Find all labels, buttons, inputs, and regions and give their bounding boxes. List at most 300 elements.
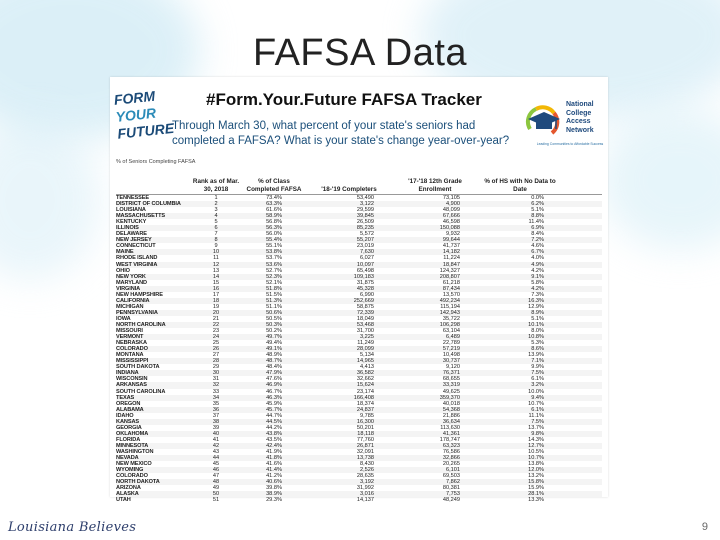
table-cell: 87,434 <box>442 285 460 292</box>
table-cell: 53.6% <box>266 261 282 268</box>
table-cell: 13.7% <box>528 424 544 431</box>
table-cell: 47.6% <box>266 376 282 383</box>
column-header: % of Class Completed FAFSA <box>246 178 302 193</box>
table-cell: MAINE <box>116 249 134 256</box>
table-cell: 31,992 <box>356 485 374 492</box>
table-cell: 16,300 <box>356 418 374 425</box>
table-cell: LOUISIANA <box>116 207 146 214</box>
table-cell: 63,104 <box>442 328 460 335</box>
table-cell: 44.5% <box>266 418 282 425</box>
table-cell: IDAHO <box>116 412 134 419</box>
table-cell: 7.3% <box>531 291 544 298</box>
table-cell: 0.0% <box>531 195 544 201</box>
table-cell: 63,323 <box>442 442 460 449</box>
table-cell: NORTH DAKOTA <box>116 479 160 486</box>
table-cell: 26 <box>212 346 220 353</box>
column-header: % of HS with No Data to Date <box>484 178 556 193</box>
table-cell: 67,666 <box>442 213 460 220</box>
table-cell: 44.7% <box>266 412 282 419</box>
table-cell: MARYLAND <box>116 279 147 286</box>
table-cell: 46.7% <box>266 388 282 395</box>
logo-word: FORM <box>113 87 156 108</box>
table-cell: 41.4% <box>266 467 282 474</box>
table-cell: 43.8% <box>266 430 282 437</box>
table-cell: 4.0% <box>531 255 544 262</box>
table-row <box>116 497 602 503</box>
table-cell: 9.8% <box>531 430 544 437</box>
table-cell: 42.4% <box>266 442 282 449</box>
table-cell: 10,498 <box>442 352 460 359</box>
table-cell: 43 <box>212 448 220 455</box>
table-cell: 2,526 <box>360 467 374 474</box>
table-cell: 10.7% <box>528 400 544 407</box>
table-cell: SOUTH CAROLINA <box>116 388 166 395</box>
table-cell: 31 <box>212 376 220 383</box>
table-cell: NORTH CAROLINA <box>116 321 166 328</box>
fafsa-table <box>116 177 602 503</box>
table-cell: 13.9% <box>528 352 544 359</box>
table-cell: 38 <box>212 418 220 425</box>
table-cell: 7.1% <box>531 358 544 365</box>
table-cell: 31,875 <box>356 279 374 286</box>
table-cell: 22,789 <box>442 340 460 347</box>
form-your-future-logo <box>113 86 173 149</box>
table-cell: 38.9% <box>266 491 282 498</box>
table-cell: 72,339 <box>356 309 374 316</box>
table-cell: 4.2% <box>531 285 544 292</box>
table-cell: NEW HAMPSHIRE <box>116 291 163 298</box>
table-cell: VERMONT <box>116 334 144 341</box>
table-cell: WISCONSIN <box>116 376 148 383</box>
table-cell: 50.3% <box>266 321 282 328</box>
ncan-name: National College Access Network <box>566 101 594 134</box>
table-cell: 49.4% <box>266 340 282 347</box>
table-cell: 35,722 <box>442 315 460 322</box>
table-cell: 68,655 <box>442 376 460 383</box>
table-cell: 166,408 <box>353 394 374 401</box>
table-cell: 142,943 <box>439 309 460 316</box>
table-cell: WASHINGTON <box>116 448 154 455</box>
table-cell: 12.9% <box>528 303 544 310</box>
table-cell: KANSAS <box>116 418 140 425</box>
table-cell: 13.3% <box>528 497 544 504</box>
table-cell: 32,662 <box>356 376 374 383</box>
logo-word: YOUR <box>114 104 157 125</box>
table-cell: 36,582 <box>356 370 374 377</box>
table-cell: 55.1% <box>266 243 282 250</box>
table-cell: 32,091 <box>356 448 374 455</box>
table-cell: 6.1% <box>531 406 544 413</box>
table-cell: 18,049 <box>356 315 374 322</box>
table-cell: 50.5% <box>266 315 282 322</box>
table-cell: 39 <box>212 424 220 431</box>
table-cell: ARIZONA <box>116 485 141 492</box>
table-cell: 56.3% <box>266 225 282 232</box>
table-cell: 7,753 <box>446 491 460 498</box>
table-cell: 14,182 <box>442 249 460 256</box>
table-cell: 28.1% <box>528 491 544 498</box>
table-cell: 46 <box>212 467 220 474</box>
table-cell: 48.9% <box>266 352 282 359</box>
logo-word: FUTURE <box>116 119 175 142</box>
table-cell: 106,298 <box>439 321 460 328</box>
table-cell: 10.1% <box>528 321 544 328</box>
table-cell: UTAH <box>116 497 131 504</box>
table-cell: 50.2% <box>266 328 282 335</box>
table-cell: 1 <box>214 195 218 201</box>
table-cell: MISSOURI <box>116 328 143 335</box>
table-cell: 5 <box>214 219 218 226</box>
table-cell: 7 <box>214 231 218 238</box>
table-cell: 3,016 <box>360 491 374 498</box>
table-cell: MINNESOTA <box>116 442 149 449</box>
table-cell: KENTUCKY <box>116 219 147 226</box>
table-cell: 53.8% <box>266 249 282 256</box>
column-header: '17-'18 12th Grade Enrollment <box>408 178 462 193</box>
table-cell: 46.3% <box>266 394 282 401</box>
table-cell: 48,249 <box>442 497 460 504</box>
table-cell: 18,847 <box>442 261 460 268</box>
table-cell: 69,503 <box>442 473 460 480</box>
table-cell: 492,234 <box>439 297 460 304</box>
table-cell: 6 <box>214 225 218 232</box>
table-cell: 40.6% <box>266 479 282 486</box>
table-cell: 6,027 <box>360 255 374 262</box>
table-cell: 14,137 <box>356 497 374 504</box>
table-cell: 37 <box>212 412 220 419</box>
table-cell: 36,634 <box>442 418 460 425</box>
table-cell: 4,900 <box>446 201 460 208</box>
table-cell: 28,099 <box>356 346 374 353</box>
table-cell: 49.7% <box>266 334 282 341</box>
table-cell: 65,498 <box>356 267 374 274</box>
table-cell: 8,430 <box>360 461 374 468</box>
table-body <box>116 195 602 503</box>
table-caption: % of Seniors Completing FAFSA <box>116 159 196 165</box>
table-cell: 33 <box>212 388 220 395</box>
table-cell: 45.7% <box>266 406 282 413</box>
table-cell: 14,965 <box>356 358 374 365</box>
table-cell: 73,105 <box>442 195 460 201</box>
table-cell: 41.2% <box>266 473 282 480</box>
table-cell: 44 <box>212 455 220 462</box>
table-cell: 48.4% <box>266 364 282 371</box>
table-cell: 58,875 <box>356 303 374 310</box>
table-cell: 4 <box>214 213 218 220</box>
ncan-logo <box>520 95 608 151</box>
table-cell: 8.6% <box>531 346 544 353</box>
table-cell: 63.3% <box>266 201 282 208</box>
table-cell: 9.1% <box>531 273 544 280</box>
table-cell: 22 <box>212 321 220 328</box>
table-cell: WYOMING <box>116 467 144 474</box>
table-cell: 5,572 <box>360 231 374 238</box>
table-cell: 23 <box>212 328 220 335</box>
table-cell: 26,871 <box>356 442 374 449</box>
table-cell: 58.9% <box>266 213 282 220</box>
louisiana-believes-logo: Louisiana Believes <box>8 520 137 535</box>
slide-title: FAFSA Data <box>252 32 468 74</box>
table-cell: TENNESSEE <box>116 195 149 201</box>
table-cell: 77,760 <box>356 436 374 443</box>
table-cell: 8.8% <box>531 213 544 220</box>
column-header <box>116 177 190 194</box>
table-cell: 57,219 <box>442 346 460 353</box>
table-cell: 26,509 <box>356 219 374 226</box>
table-cell: 2 <box>214 201 218 208</box>
table-cell: 3 <box>214 207 218 214</box>
table-cell: 29,599 <box>356 207 374 214</box>
table-cell: 3,192 <box>360 479 374 486</box>
table-cell: 48.7% <box>266 358 282 365</box>
table-cell: 13.2% <box>528 473 544 480</box>
column-header: '18-'19 Completers <box>321 185 377 193</box>
table-cell: 34 <box>212 394 220 401</box>
table-cell: GEORGIA <box>116 424 142 431</box>
table-cell: 14 <box>212 273 220 280</box>
tracker-question: Through March 30, what percent of your state's seniors had completed a FAFSA? What is your state's change year-over-year? <box>172 120 510 147</box>
table-cell: 46.9% <box>266 382 282 389</box>
table-cell: 36 <box>212 406 220 413</box>
table-cell: 115,194 <box>440 303 460 310</box>
table-cell: 6.1% <box>531 376 544 383</box>
table-cell: 7,630 <box>360 249 374 256</box>
table-cell: IOWA <box>116 315 131 322</box>
table-cell: 45 <box>212 461 220 468</box>
table-cell: 7.2% <box>531 237 544 244</box>
table-cell: 48,099 <box>442 207 460 214</box>
table-cell: 8.4% <box>531 231 544 238</box>
table-cell: 49 <box>212 485 220 492</box>
table-cell: 9,120 <box>446 364 460 371</box>
table-cell: FLORIDA <box>116 436 141 443</box>
table-cell: 56.8% <box>266 219 282 226</box>
table-cell: 48 <box>212 479 220 486</box>
table-cell: 15,624 <box>356 382 374 389</box>
table-cell: 61.6% <box>266 207 282 214</box>
table-cell: INDIANA <box>116 370 139 377</box>
table-cell: 49.1% <box>266 346 282 353</box>
table-cell: 25 <box>212 340 220 347</box>
table-cell: 52.7% <box>266 267 282 274</box>
table-cell: 16 <box>212 285 220 292</box>
table-cell: VIRGINIA <box>116 285 141 292</box>
table-cell: COLORADO <box>116 473 148 480</box>
table-cell: 10.7% <box>528 455 544 462</box>
table-cell: 4.6% <box>531 243 544 250</box>
table-cell: 9,932 <box>446 231 460 238</box>
table-cell: 8.9% <box>531 309 544 316</box>
table-cell: ALASKA <box>116 491 139 498</box>
table-cell: 9.4% <box>531 394 544 401</box>
table-cell: 11.4% <box>528 219 544 226</box>
table-cell: 27 <box>212 352 220 359</box>
watercolor-wash <box>600 110 720 250</box>
table-cell: OREGON <box>116 400 141 407</box>
ncan-tagline: Leading Communities to Affordable Success <box>536 142 604 146</box>
watercolor-wash <box>0 120 100 280</box>
table-cell: 13,738 <box>356 455 374 462</box>
table-cell: 46,598 <box>442 219 460 226</box>
table-cell: 11.1% <box>528 412 544 419</box>
table-cell: OHIO <box>116 267 130 274</box>
table-cell: 24,837 <box>356 406 374 413</box>
table-cell: PENNSYLVANIA <box>116 309 158 316</box>
table-cell: 7.5% <box>531 418 544 425</box>
table-cell: 50 <box>212 491 220 498</box>
table-cell: TEXAS <box>116 394 135 401</box>
table-cell: 21,886 <box>442 412 460 419</box>
table-cell: COLORADO <box>116 346 148 353</box>
table-cell: 47 <box>212 473 220 480</box>
table-cell: 23,019 <box>356 243 374 250</box>
table-cell: 41 <box>212 436 220 443</box>
table-cell: 51.8% <box>266 285 282 292</box>
table-cell: 43.5% <box>266 436 282 443</box>
table-cell: 30,737 <box>442 358 460 365</box>
table-cell: 30 <box>212 370 220 377</box>
table-cell: 13,570 <box>442 291 460 298</box>
table-cell: 85,235 <box>356 225 374 232</box>
table-cell: 41.8% <box>266 455 282 462</box>
table-header <box>116 177 602 195</box>
table-cell: 15.8% <box>528 479 544 486</box>
table-cell: 28 <box>212 358 220 365</box>
table-cell: 20,265 <box>442 461 460 468</box>
table-cell: NEW YORK <box>116 273 146 280</box>
table-cell: 45,328 <box>356 285 374 292</box>
table-cell: 52.1% <box>266 279 282 286</box>
table-cell: 99,644 <box>442 237 460 244</box>
table-cell: 6.9% <box>531 225 544 232</box>
table-cell: 18,374 <box>356 400 374 407</box>
table-cell: 35 <box>212 400 220 407</box>
table-cell: DELAWARE <box>116 231 147 238</box>
table-cell: 39.8% <box>266 485 282 492</box>
table-cell: 6.7% <box>531 249 544 256</box>
table-cell: 19 <box>212 303 220 310</box>
table-cell: WEST VIRGINIA <box>116 261 158 268</box>
table-cell: 9.9% <box>531 364 544 371</box>
table-cell: 12.0% <box>528 467 544 474</box>
table-cell: 113,630 <box>440 424 460 431</box>
table-cell: ILLINOIS <box>116 225 139 232</box>
table-cell: 3,122 <box>360 201 374 208</box>
table-cell: ALABAMA <box>116 406 144 413</box>
table-cell: 12.7% <box>528 442 544 449</box>
table-cell: 41.6% <box>266 461 282 468</box>
table-cell: 53,490 <box>356 195 374 201</box>
table-cell: NEVADA <box>116 455 139 462</box>
table-cell: 124,327 <box>439 267 460 274</box>
table-cell: 50.6% <box>266 309 282 316</box>
table-cell: 33,319 <box>442 382 460 389</box>
table-cell: 8.0% <box>531 328 544 335</box>
table-cell: 6.2% <box>531 201 544 208</box>
table-cell: 4.2% <box>531 267 544 274</box>
table-cell: 6,990 <box>360 291 374 298</box>
table-cell: 39,845 <box>356 213 374 220</box>
table-cell: 16.3% <box>528 297 544 304</box>
table-cell: 41,737 <box>442 243 460 250</box>
table-cell: 15 <box>212 279 220 286</box>
table-cell: 41,361 <box>442 430 460 437</box>
table-cell: 40 <box>212 430 220 437</box>
table-cell: 11 <box>213 255 219 262</box>
graduation-cap-icon <box>522 101 562 141</box>
table-cell: 28,635 <box>356 473 374 480</box>
table-cell: 5.3% <box>531 340 544 347</box>
table-cell: 15.9% <box>528 485 544 492</box>
table-cell: 18,118 <box>357 430 374 437</box>
table-cell: MICHIGAN <box>116 303 144 310</box>
table-cell: 56.0% <box>266 231 282 238</box>
table-cell: 4.9% <box>531 261 544 268</box>
table-cell: 42 <box>212 442 220 449</box>
table-cell: 17 <box>212 291 220 298</box>
table-cell: 10,097 <box>356 261 374 268</box>
table-cell: 52.3% <box>266 273 282 280</box>
table-cell: 50,201 <box>356 424 374 431</box>
table-cell: 7,862 <box>446 479 460 486</box>
table-cell: 44.2% <box>266 424 282 431</box>
table-cell: ARKANSAS <box>116 382 147 389</box>
table-cell: 10.5% <box>528 448 544 455</box>
table-cell: 178,747 <box>439 436 460 443</box>
column-header: Rank as of Mar. 30, 2018 <box>192 178 240 193</box>
page-number: 9 <box>701 521 708 533</box>
table-cell: CALIFORNIA <box>116 297 150 304</box>
table-cell: 76,586 <box>442 448 460 455</box>
table-cell: 11,224 <box>443 255 460 262</box>
table-cell: 5.1% <box>531 315 544 322</box>
table-cell: 51.3% <box>266 297 282 304</box>
table-cell: 45.9% <box>266 400 282 407</box>
table-cell: DISTRICT OF COLUMBIA <box>116 201 181 208</box>
table-cell: 24 <box>212 334 220 341</box>
table-cell: 8 <box>214 237 218 244</box>
table-cell: 73.4% <box>266 195 282 201</box>
table-cell: 51 <box>212 497 220 504</box>
table-cell: 32 <box>212 382 220 389</box>
table-cell: 55.4% <box>266 237 282 244</box>
table-cell: 208,807 <box>439 273 460 280</box>
table-cell: 109,183 <box>353 273 374 280</box>
table-cell: 6,101 <box>446 467 460 474</box>
table-cell: 49,625 <box>442 388 460 395</box>
table-cell: 40,018 <box>442 400 460 407</box>
table-cell: 10 <box>212 249 220 256</box>
table-cell: 5.8% <box>531 279 544 286</box>
table-cell: 6,489 <box>446 334 460 341</box>
tracker-title: #Form.Your.Future FAFSA Tracker <box>206 90 482 109</box>
table-cell: 359,370 <box>439 394 460 401</box>
table-cell: 29 <box>212 364 220 371</box>
table-cell: 61,218 <box>442 279 460 286</box>
table-cell: 21 <box>212 315 220 322</box>
table-cell: 13.8% <box>528 461 544 468</box>
table-cell: 10.8% <box>528 334 544 341</box>
table-cell: OKLAHOMA <box>116 430 149 437</box>
table-cell: 53,468 <box>356 321 374 328</box>
table-cell: 4,413 <box>360 364 374 371</box>
table-cell: 11,249 <box>357 340 374 347</box>
table-cell: 76,371 <box>442 370 460 377</box>
table-cell: 14.3% <box>528 436 544 443</box>
table-cell: 3.2% <box>531 382 544 389</box>
table-cell: 47.9% <box>266 370 282 377</box>
table-cell: CONNECTICUT <box>116 243 156 250</box>
